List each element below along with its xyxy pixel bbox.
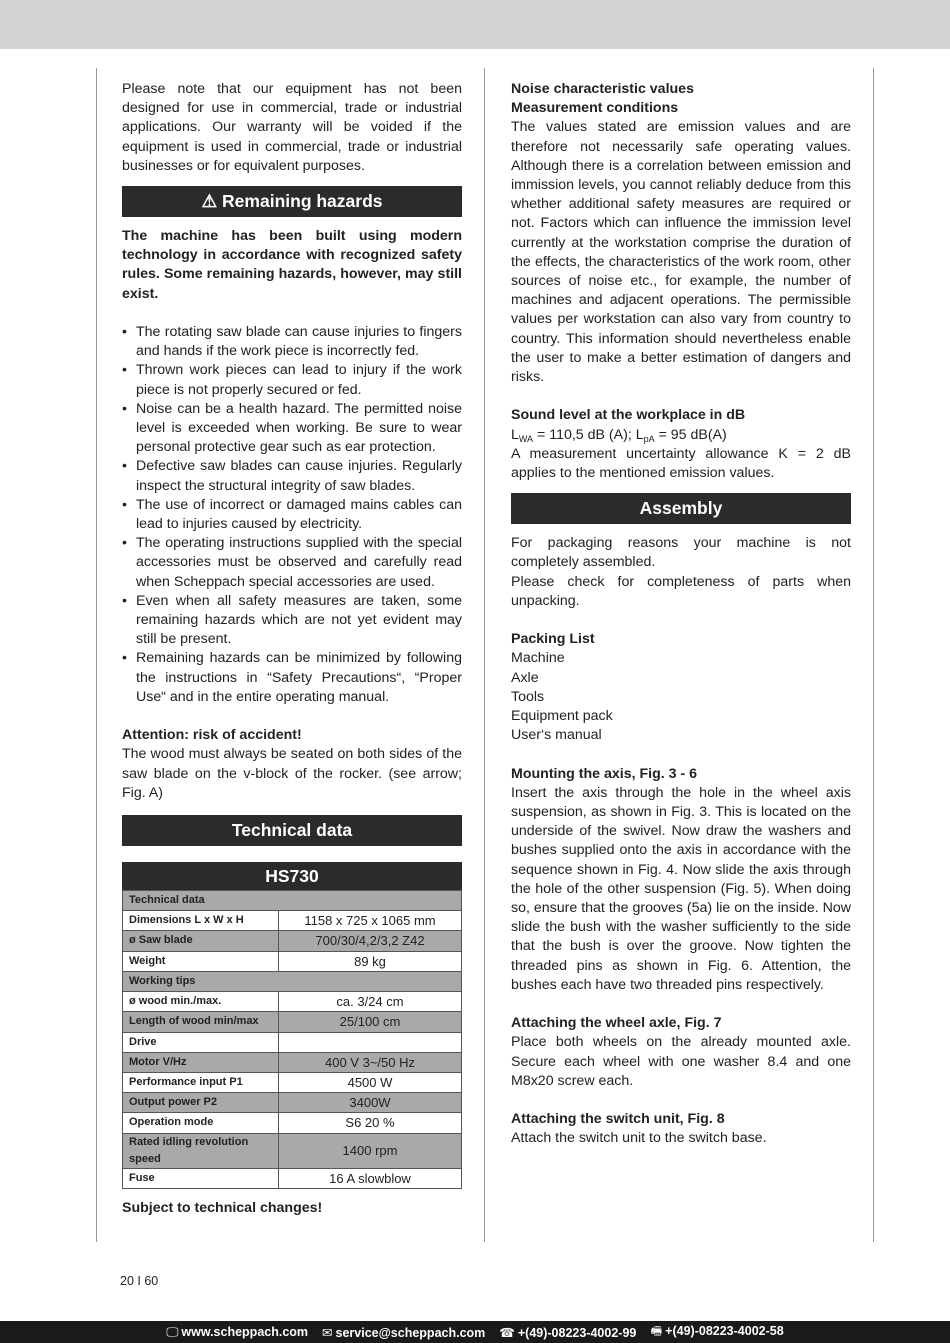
table-cell-label: Technical data xyxy=(123,891,462,911)
table-cell-value: S6 20 % xyxy=(279,1113,462,1133)
packing-list-title: Packing List xyxy=(511,631,595,648)
assembly-text-1: For packaging reasons your machine is not completely assembled. xyxy=(511,535,851,571)
hazard-item: • Noise can be a health hazard. The permitted noise level is exceeded when working. Be sure to wear personal protective gear such as ear protection. xyxy=(122,400,462,458)
packing-item: Axle xyxy=(511,669,539,686)
table-cell-label: Drive xyxy=(123,1032,279,1052)
packing-item: User‘s manual xyxy=(511,727,602,744)
noise-title: Noise characteristic values xyxy=(511,81,694,97)
table-cell-label: Performance input P1 xyxy=(123,1072,279,1092)
footer-item[interactable] xyxy=(499,1325,636,1340)
table-cell-value xyxy=(279,1032,462,1052)
table-cell-label: ø wood min./max. xyxy=(123,992,279,1012)
packing-item: Machine xyxy=(511,650,565,667)
right-margin-rule xyxy=(873,68,874,1242)
hazard-item: • Defective saw blades can cause injuries. Regularly inspect the structural integrity of saw blades. xyxy=(122,457,462,495)
attention-title: Attention: risk of accident! xyxy=(122,727,302,744)
computer-icon: 🖵 xyxy=(166,1324,179,1339)
sound-level-text: A measurement uncertainty allowance K = 2 dB applies to the mentioned emission values. xyxy=(511,445,851,482)
footer-text: service@scheppach.com xyxy=(335,1325,486,1340)
table-row xyxy=(123,992,462,1012)
table-row xyxy=(123,1032,462,1052)
sound-level-values: $L_{WA} = 110,5$ dB (A); $L_{pA} = 95$ dB(A) xyxy=(511,426,727,444)
packing-list xyxy=(511,649,851,745)
footer-text: +(49)-08223-4002-58 xyxy=(665,1323,784,1338)
table-row xyxy=(123,1093,462,1113)
packing-item: Tools xyxy=(511,688,545,705)
table-cell-value: 89 kg xyxy=(279,951,462,971)
footer-item[interactable] xyxy=(322,1325,485,1340)
warning-icon: ⚠ xyxy=(201,191,218,212)
phone-icon: ☎ xyxy=(499,1325,515,1340)
hazard-item: • The operating instructions supplied with the special accessories must be observed and carefully read when Scheppach special accessories are used. xyxy=(122,534,462,592)
remaining-hazards-title: Remaining hazards xyxy=(222,191,383,212)
table-row xyxy=(123,1072,462,1092)
wheel-axle-title: Attaching the wheel axle, Fig. 7 xyxy=(511,1015,722,1032)
hazard-item: • The use of incorrect or damaged mains cables can lead to injuries caused by electricity. xyxy=(122,496,462,534)
sound-level-title: Sound level at the workplace in dB xyxy=(511,407,746,424)
switch-unit-text: Attach the switch unit to the switch base. xyxy=(511,1130,767,1147)
packing-item: Equipment pack xyxy=(511,708,613,725)
technical-data-table xyxy=(122,890,462,1189)
table-cell-label: Fuse xyxy=(123,1168,279,1188)
subject-to-changes: Subject to technical changes! xyxy=(122,1199,323,1216)
table-cell-label: Dimensions L x W x H xyxy=(123,911,279,931)
table-cell-value: 4500 W xyxy=(279,1072,462,1092)
model-heading: HS730 xyxy=(122,862,462,890)
hazard-list xyxy=(122,323,462,707)
left-column xyxy=(122,80,462,1218)
mounting-title: Mounting the axis, Fig. 3 - 6 xyxy=(511,765,698,782)
mounting-text: Insert the axis through the hole in the wheel axis suspension, as shown in Fig. 3. This is located on the underside of the swivel. Now draw the washers and bushes supplied onto the axis in accordance with the sequence shown in Fig. 4. Now slide the axis through the hole of the other suspension (Fig. 5). When doing so, ensure that the grooves (5a) lie on the inside. Now slide the bush with the washer sufficiently to the side that the bush is over the groove. Now tighten the threaded pins as shown in Fig. 6. Attention, the bushes each have two threaded pins respectively. xyxy=(511,784,851,993)
table-cell-label: Rated idling revolution speed xyxy=(123,1133,279,1168)
hazard-item: • The rotating saw blade can cause injuries to fingers and hands if the work piece is incorrectly fed. xyxy=(122,323,462,361)
table-cell-label: Weight xyxy=(123,951,279,971)
table-cell-value: 3400W xyxy=(279,1093,462,1113)
table-cell-label: Output power P2 xyxy=(123,1093,279,1113)
table-cell-label: Motor V/Hz xyxy=(123,1052,279,1072)
table-cell-label: ø Saw blade xyxy=(123,931,279,951)
table-row xyxy=(123,951,462,971)
table-cell-label: Operation mode xyxy=(123,1113,279,1133)
hazard-item: • Remaining hazards can be minimized by following the instructions in “Safety Precautions“, “Proper Use“ and in the entire operating manual. xyxy=(122,649,462,707)
table-cell-value: 16 A slowblow xyxy=(279,1168,462,1188)
left-margin-rule xyxy=(96,68,97,1242)
hazard-item: • Even when all safety measures are taken, some remaining hazards which are not yet evident may still be present. xyxy=(122,592,462,650)
attention-text: The wood must always be seated on both sides of the saw blade on the v-block of the rocker. (see arrow; Fig. A) xyxy=(122,746,462,801)
header-band xyxy=(0,0,950,49)
contact-footer xyxy=(0,1321,950,1343)
table-row xyxy=(123,971,462,991)
footer-text: www.scheppach.com xyxy=(181,1324,309,1339)
hazards-lead: The machine has been built using modern technology in accordance with recognized safety rules. Some remaining hazards, however, may still exist. xyxy=(122,228,462,302)
column-divider-rule xyxy=(484,68,485,1242)
table-cell-value: 400 V 3~/50 Hz xyxy=(279,1052,462,1072)
footer-item[interactable] xyxy=(650,1322,783,1343)
table-cell-value: ca. 3/24 cm xyxy=(279,992,462,1012)
table-row xyxy=(123,1133,462,1168)
intro-paragraph: Please note that our equipment has not been designed for use in commercial, trade or industrial applications. Our warranty will be voided if the equipment is used in commercial, trade or industrial businesses or for equivalent purposes. xyxy=(122,81,462,174)
table-cell-value: 1158 x 725 x 1065 mm xyxy=(279,911,462,931)
assembly-text-2: Please check for completeness of parts when unpacking. xyxy=(511,573,851,609)
table-cell-label: Length of wood min/max xyxy=(123,1012,279,1032)
table-row xyxy=(123,1052,462,1072)
hazard-item: • Thrown work pieces can lead to injury if the work piece is not properly secured or fed. xyxy=(122,361,462,399)
right-column xyxy=(511,80,851,1149)
table-row xyxy=(123,1168,462,1188)
email-icon: ✉ xyxy=(322,1325,333,1340)
footer-text: +(49)-08223-4002-99 xyxy=(517,1325,637,1340)
page-number: 20 I 60 xyxy=(120,1274,159,1288)
noise-text: The values stated are emission values and are therefore not necessarily safe operating values. Although there is a correlation between emission and immission levels, you cannot reliably deduce from this whether additional safety measures are required or not. Factors which can influence the immission level currently at the workstation comprise the duration of the effects, the characteristics of the work room, other sources of noise etc., for example, the number of machines and adjacent operations. The permissible values per workstation can also vary from country to country. This information should nevertheless enable the user to make a better estimation of dangers and risks. xyxy=(511,119,851,386)
table-cell-label: Working tips xyxy=(123,971,462,991)
wheel-axle-text: Place both wheels on the already mounted axle. Secure each wheel with one washer 8.4 and one M8x20 screw each. xyxy=(511,1034,851,1089)
assembly-heading: Assembly xyxy=(511,493,851,524)
fax-icon: 🖷 xyxy=(650,1323,663,1338)
table-cell-value: 1400 rpm xyxy=(279,1133,462,1168)
table-row xyxy=(123,911,462,931)
table-row xyxy=(123,1113,462,1133)
table-row xyxy=(123,931,462,951)
footer-item[interactable] xyxy=(166,1325,308,1340)
table-row xyxy=(123,891,462,911)
measurement-title: Measurement conditions xyxy=(511,100,679,117)
table-cell-value: 700/30/4,2/3,2 Z42 xyxy=(279,931,462,951)
switch-unit-title: Attaching the switch unit, Fig. 8 xyxy=(511,1111,725,1128)
technical-data-heading: Technical data xyxy=(122,815,462,846)
table-row xyxy=(123,1012,462,1032)
remaining-hazards-heading xyxy=(122,186,462,217)
table-cell-value: 25/100 cm xyxy=(279,1012,462,1032)
